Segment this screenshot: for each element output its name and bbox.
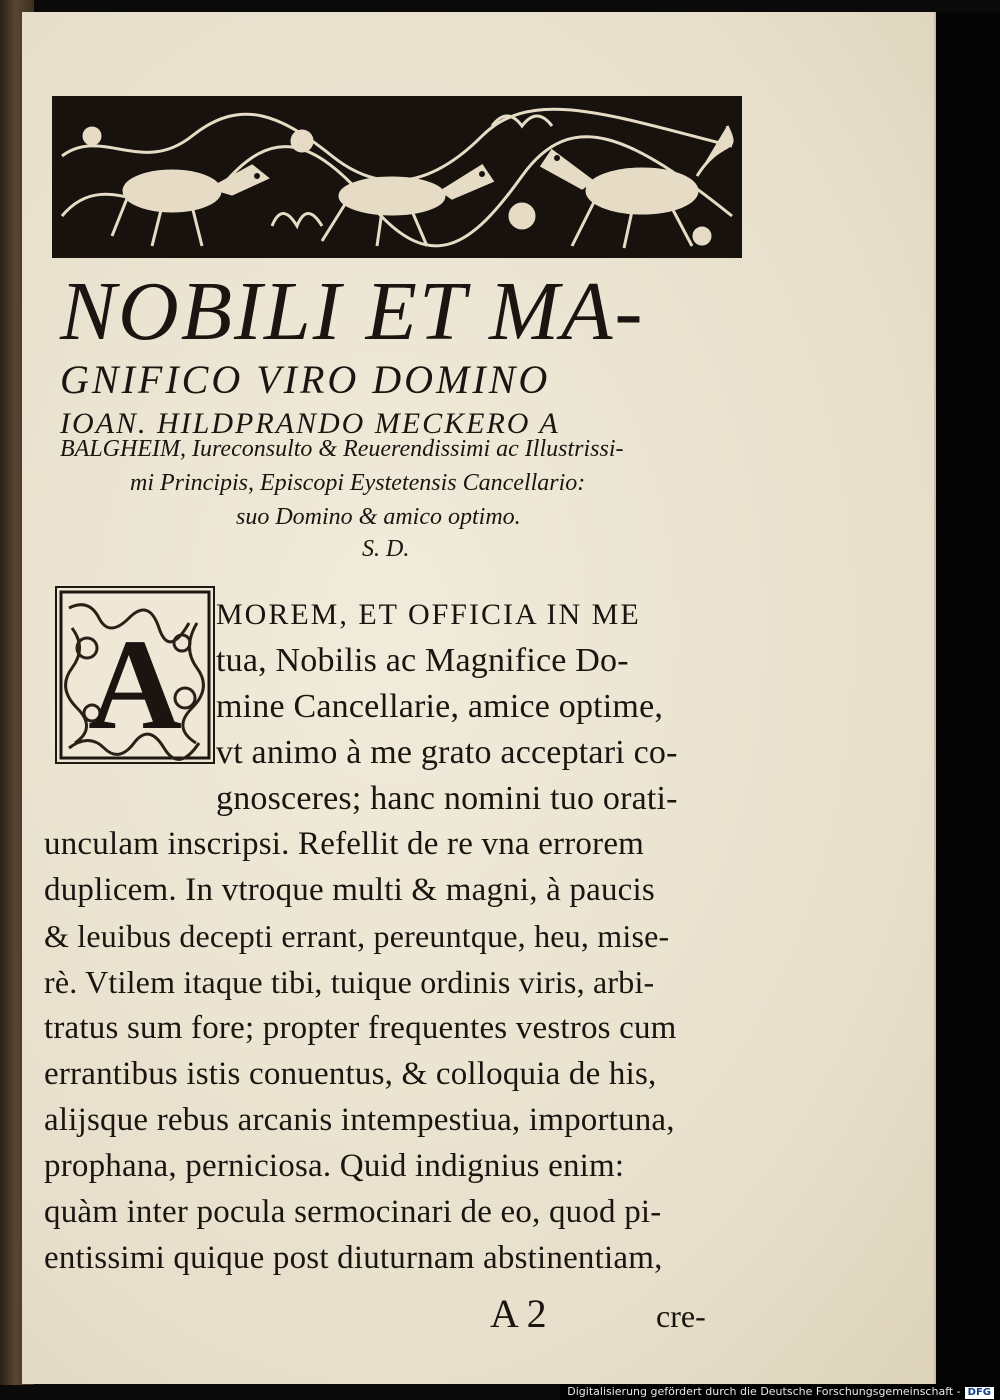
salutation: S. D. [362, 536, 410, 562]
dfg-logo-icon: DFG [965, 1387, 994, 1399]
body-line-5: gnosceres; hanc nomini tuo orati- [216, 780, 678, 817]
catchword: cre- [656, 1298, 706, 1334]
body-line-9: rè. Vtilem itaque tibi, tuique ordinis viris, arbi- [44, 964, 655, 1000]
body-line-7: duplicem. In vtroque multi & magni, à paucis [44, 872, 655, 908]
body-line-10: tratus sum fore; propter frequentes vestros cum [44, 1010, 677, 1046]
body-line-14: quàm inter pocula sermocinari de eo, quod pi- [44, 1194, 662, 1230]
initial-letter: A [88, 613, 182, 757]
body-line-11: errantibus istis conuentus, & colloquia de his, [44, 1056, 657, 1092]
ornamental-woodcut-banner [52, 96, 742, 258]
body-line-6: unculam inscripsi. Refellit de re vna errorem [44, 826, 645, 862]
title-line-3: IOAN. HILDPRANDO MECKERO A [60, 407, 560, 440]
body-line-12: alijsque rebus arcanis intempestiua, importuna, [44, 1102, 675, 1138]
subtitle-line-3: suo Domino & amico optimo. [236, 504, 521, 530]
body-line-8: & leuibus decepti errant, pereuntque, heu, mise- [44, 918, 670, 954]
woodcut-ornament [52, 96, 742, 258]
title-line-1: NOBILI ET MA- [60, 265, 645, 358]
digitization-credit-footer [560, 1384, 1000, 1400]
decorated-initial [55, 586, 215, 764]
body-line-3: mine Cancellarie, amice optime, [216, 688, 664, 725]
scan-background-strip [936, 12, 1000, 1384]
body-line-4: vt animo à me grato acceptari co- [216, 734, 678, 771]
dedication-title [60, 265, 760, 444]
signature-mark: A 2 [490, 1291, 547, 1336]
body-line-13: prophana, perniciosa. Quid indignius enim: [44, 1148, 625, 1184]
footer-credit-text: Digitalisierung gefördert durch die Deutsche Forschungsgemeinschaft - [567, 1385, 961, 1398]
subtitle-line-2: mi Principis, Episcopi Eystetensis Cancellario: [130, 470, 586, 496]
body-line-1: MOREM, ET OFFICIA IN ME [216, 598, 641, 631]
body-line-2: tua, Nobilis ac Magnifice Do- [216, 642, 629, 679]
title-line-2: GNIFICO VIRO DOMINO [60, 357, 551, 402]
subtitle-line-1: BALGHEIM, Iureconsulto & Reuerendissimi ac Illustrissi- [60, 436, 624, 462]
initial-letter-ornament [57, 588, 213, 762]
body-line-15: entissimi quique post diuturnam abstinentiam, [44, 1240, 663, 1276]
